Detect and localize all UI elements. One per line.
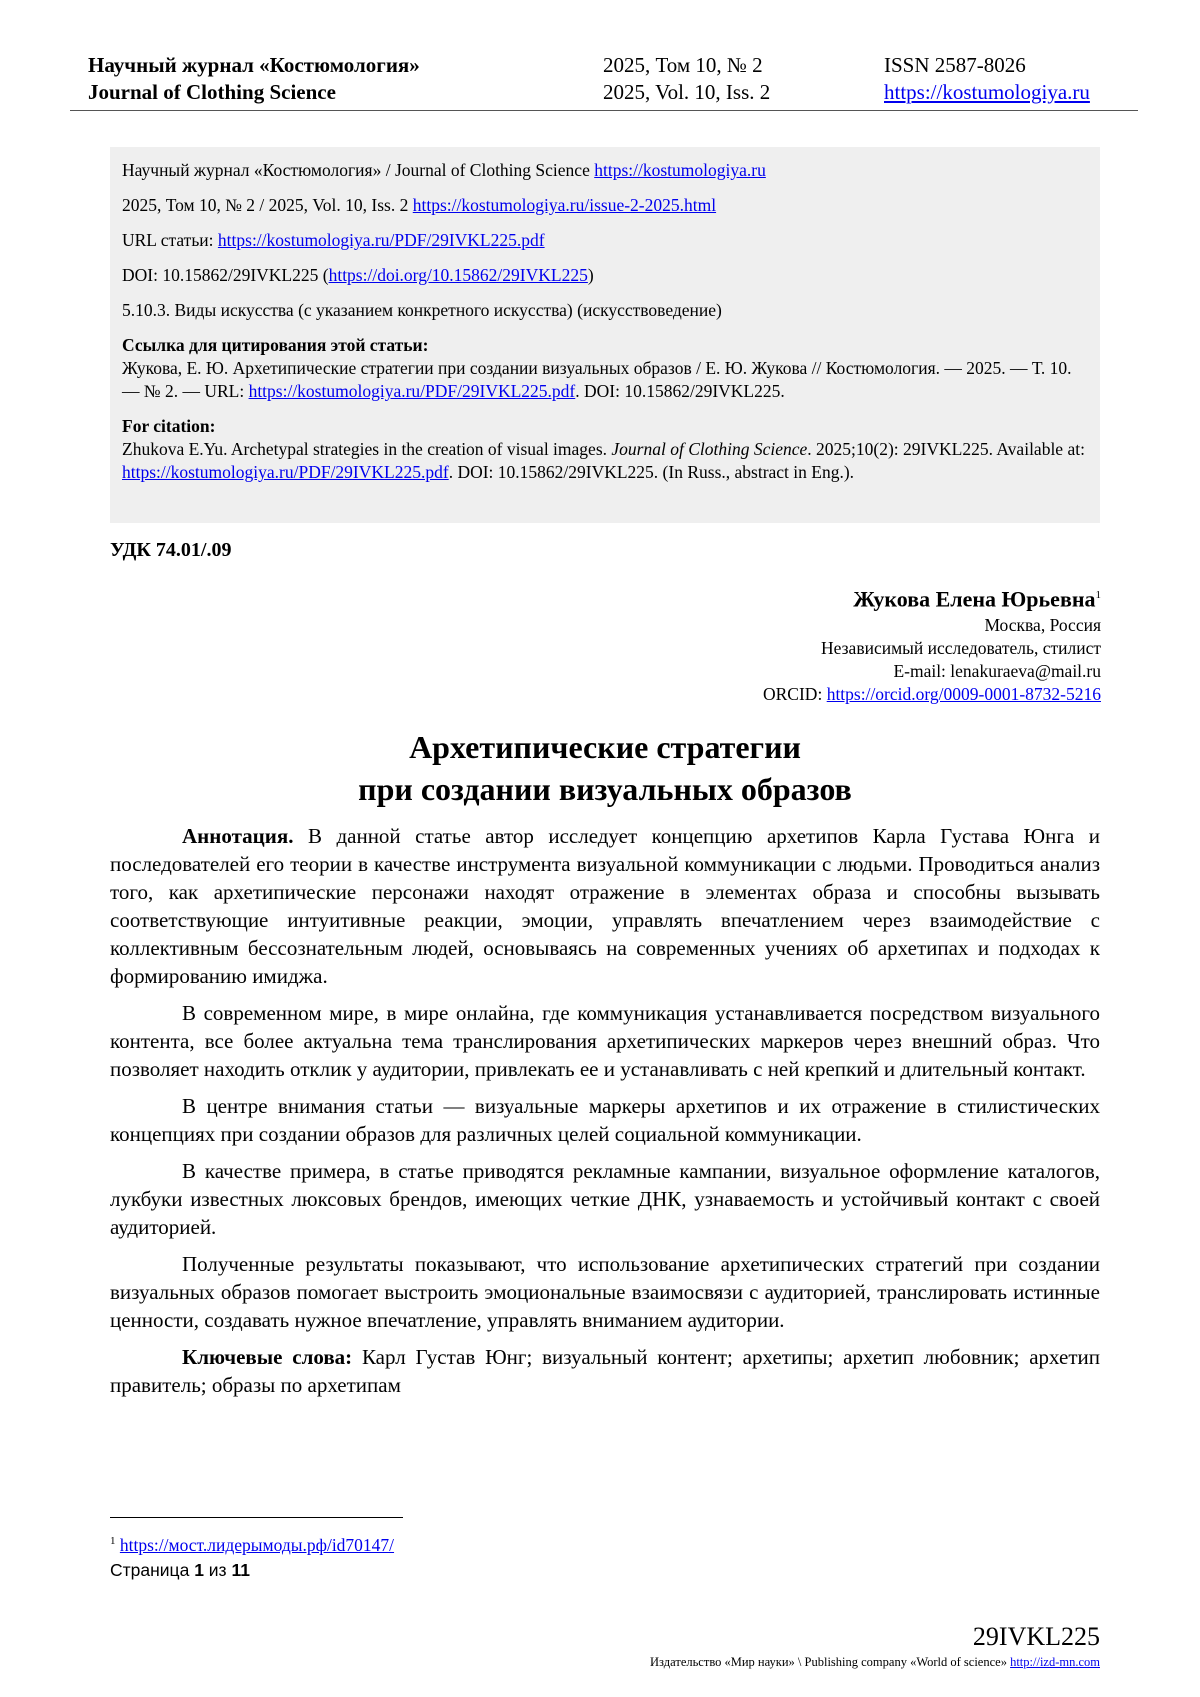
abstract-paragraph-5: Полученные результаты показывают, что использование архетипических стратегий при создании визуальных образов помогает выстроить эмоциональные взаимосвязи с аудиторией, транслировать истинные ценности, создавать нужное впечатление, управлять вниманием аудитории. — [110, 1252, 1100, 1332]
author-orcid — [401, 683, 1101, 706]
cite-issue-text: 2025, Том 10, № 2 / 2025, Vol. 10, Iss. 2 — [122, 195, 413, 215]
page-sep: из — [203, 1560, 232, 1580]
page-number — [110, 1560, 250, 1581]
doi-suffix: ) — [587, 265, 594, 285]
issue-ru: 2025, Том 10, № 2 — [603, 53, 763, 77]
abstract-text-1: В данной статье автор исследует концепцию архетипов Карла Густава Юнга и последователей его теории в качестве инструмента визуальной коммуникации с людьми. Проводиться анализ того, как архетипические персонажи находят отражение в элементах образа и способны вызывать соответствующие интуитивные реакции, эмоции, управлять впечатлением через взаимодействие с коллективным бессознательным людей, основываясь на современных учениях об архетипах и подходах к формированию имиджа. — [110, 824, 1100, 988]
title-line-2: при создании визуальных образов — [358, 771, 852, 807]
doi-link[interactable]: https://doi.org/10.15862/29IVKL225 — [328, 265, 588, 285]
publisher-text: Издательство «Мир науки» \ Publishing company «World of science» — [650, 1655, 1011, 1669]
journal-title-en: Journal of Clothing Science — [88, 80, 336, 104]
author-footnote-mark: 1 — [1095, 589, 1101, 601]
footnote — [110, 1530, 394, 1556]
page-prefix: Страница — [110, 1560, 195, 1580]
en-citation-text: Zhukova E.Yu. Archetypal strategies in the creation of visual images. — [122, 439, 612, 459]
ru-citation-heading: Ссылка для цитирования этой статьи: — [122, 335, 429, 355]
en-citation-link[interactable]: https://kostumologiya.ru/PDF/29IVKL225.pdf — [122, 462, 449, 482]
journal-site-link[interactable]: https://kostumologiya.ru — [884, 80, 1090, 104]
en-citation-tail: . DOI: 10.15862/29IVKL225. (In Russ., abstract in Eng.). — [448, 462, 855, 482]
en-citation-mid: . 2025;10(2): 29IVKL225. Available at: — [807, 439, 1085, 459]
footnote-link[interactable]: https://мост.лидерымоды.рф/id70147/ — [119, 1534, 395, 1555]
header-issn — [884, 52, 1090, 106]
publisher-line — [650, 1655, 1100, 1670]
header-issue — [603, 52, 770, 106]
footnote-divider — [110, 1517, 403, 1518]
author-name-line — [401, 580, 1101, 614]
cite-url-line — [122, 229, 1087, 252]
author-position: Независимый исследователь, стилист — [821, 638, 1101, 659]
abstract-label: Аннотация. — [182, 824, 294, 848]
article-title — [110, 726, 1100, 810]
page-current: 1 — [194, 1560, 204, 1580]
orcid-link[interactable]: https://orcid.org/0009-0001-8732-5216 — [826, 684, 1101, 705]
cite-issue-link[interactable]: https://kostumologiya.ru/issue-2-2025.html — [412, 195, 717, 215]
citation-box — [110, 147, 1100, 523]
en-citation-heading: For citation: — [122, 416, 216, 436]
abstract-paragraph-4: В качестве примера, в статье приводятся рекламные кампании, визуальное оформление каталогов, лукбуки известных люксовых брендов, имеющих четкие ДНК, узнаваемость и устойчивый контакт с своей аудиторией. — [110, 1159, 1100, 1239]
article-id: 29IVKL225 — [972, 1622, 1100, 1651]
author-city: Москва, Россия — [984, 615, 1101, 636]
footnote-mark: 1 — [110, 1535, 116, 1547]
ru-citation-link[interactable]: https://kostumologiya.ru/PDF/29IVKL225.pdf — [248, 381, 576, 401]
issn: ISSN 2587-8026 — [884, 53, 1026, 77]
publisher-link[interactable]: http://izd-mn.com — [1010, 1655, 1100, 1669]
header-journal — [88, 52, 420, 106]
title-line-1: Архетипические стратегии — [409, 729, 801, 765]
keywords-paragraph — [110, 1343, 1100, 1399]
ru-citation — [122, 334, 1087, 403]
author-block — [401, 580, 1101, 706]
header-divider — [70, 110, 1138, 111]
abstract — [110, 822, 1100, 1408]
author-email: E-mail: lenakuraeva@mail.ru — [893, 661, 1101, 682]
cite-journal-line — [122, 159, 1087, 182]
en-citation — [122, 415, 1087, 484]
cite-issue-line — [122, 194, 1087, 217]
doi-text: DOI: 10.15862/29IVKL225 ( — [122, 265, 329, 285]
ru-citation-text: Жукова, Е. Ю. Архетипические стратегии при создании визуальных образов / Е. Ю. Жукова // Костюмология. — 2025. — Т. 10. — № 2. — URL: — [122, 358, 1072, 401]
udk-code: УДК 74.01/.09 — [110, 539, 232, 561]
issue-en: 2025, Vol. 10, Iss. 2 — [603, 80, 771, 104]
specialty-line: 5.10.3. Виды искусства (с указанием конкретного искусства) (искусствоведение) — [122, 300, 722, 320]
cite-journal-link[interactable]: https://kostumologiya.ru — [594, 160, 766, 180]
keywords-text: Карл Густав Юнг; визуальный контент; архетипы; архетип любовник; архетип правитель; образы по архетипам — [110, 1345, 1100, 1397]
ru-citation-tail: . DOI: 10.15862/29IVKL225. — [575, 381, 785, 401]
cite-url-label: URL статьи: — [122, 230, 218, 250]
page-total: 11 — [231, 1560, 250, 1580]
cite-journal-text: Научный журнал «Костюмология» / Journal of Clothing Science — [122, 160, 595, 180]
author-name: Жукова Елена Юрьевна — [853, 586, 1096, 612]
cite-doi-line — [122, 264, 1087, 287]
orcid-label: ORCID: — [763, 684, 827, 705]
en-citation-journal: Journal of Clothing Science — [611, 439, 808, 459]
abstract-paragraph-3: В центре внимания статьи — визуальные маркеры архетипов и их отражение в стилистических концепциях при создании образов для различных целей социальной коммуникации. — [110, 1094, 1100, 1146]
abstract-paragraph-2: В современном мире, в мире онлайна, где коммуникация устанавливается посредством визуального контента, все более актуальна тема транслирования архетипических маркеров через внешний образ. Что позволяет находить отклик у аудитории, привлекать ее и устанавливать с ней крепкий и длительный контакт. — [110, 1001, 1100, 1081]
keywords-label: Ключевые слова: — [182, 1345, 353, 1369]
article-url-link[interactable]: https://kostumologiya.ru/PDF/29IVKL225.pdf — [217, 230, 545, 250]
abstract-paragraph-1 — [110, 822, 1100, 990]
journal-title-ru: Научный журнал «Костюмология» — [88, 53, 420, 77]
